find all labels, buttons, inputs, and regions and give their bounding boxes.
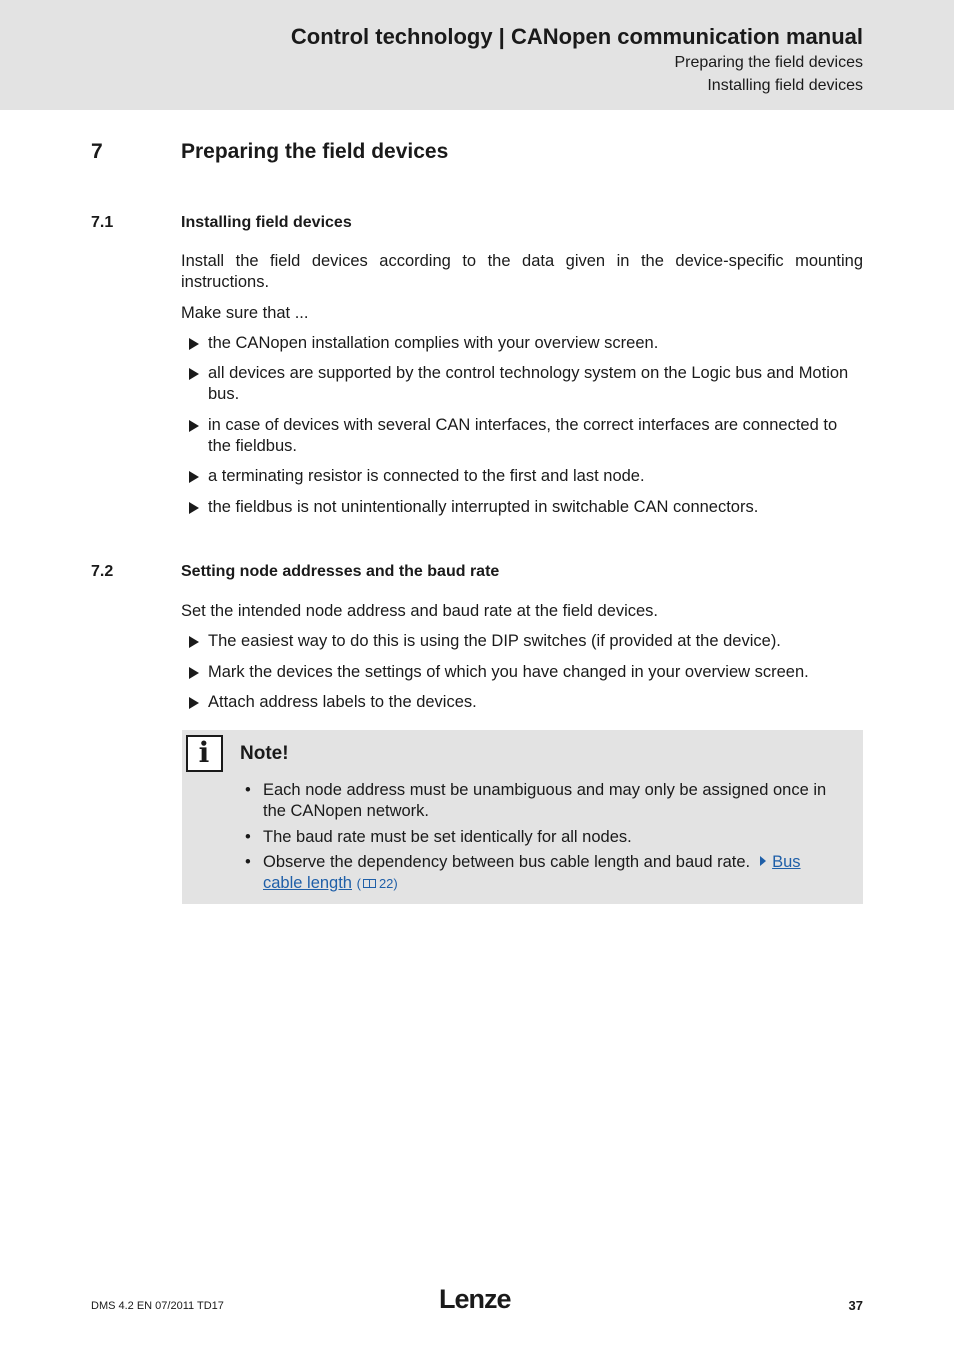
breadcrumb-section: Installing field devices	[707, 77, 863, 94]
list-item	[181, 466, 863, 487]
note-box	[182, 730, 863, 904]
arrow-bullet-icon	[189, 471, 199, 483]
page-reference[interactable]: ( 22)	[356, 876, 398, 891]
arrow-bullet-icon	[189, 502, 199, 514]
note-title: Note!	[240, 743, 289, 764]
list-item	[181, 662, 863, 683]
section-number: 7.1	[91, 214, 114, 231]
chapter-number: 7	[91, 140, 103, 163]
bullet-dot-icon: •	[245, 828, 251, 846]
section-title: Setting node addresses and the baud rate	[181, 563, 500, 580]
arrow-bullet-icon	[189, 338, 199, 350]
list-item-text: Attach address labels to the devices.	[208, 693, 477, 711]
chapter-title: Preparing the field devices	[181, 140, 449, 163]
list-item	[181, 333, 863, 354]
page-reference-number: 22	[378, 876, 394, 891]
list-item-text: the fieldbus is not unintentionally interrupted in switchable CAN connectors.	[208, 498, 759, 516]
lenze-logo: Lenze	[439, 1284, 511, 1314]
arrow-bullet-icon	[189, 368, 199, 380]
header-band	[0, 0, 954, 110]
note-item-text: Each node address must be unambiguous and may only be assigned once in the CANopen network.	[263, 781, 827, 820]
note-item	[245, 852, 845, 894]
note-item-text: The baud rate must be set identically for all nodes.	[263, 828, 632, 846]
section-lead: Make sure that ...	[181, 304, 309, 322]
book-icon	[363, 879, 376, 888]
list-item-text: in case of devices with several CAN interfaces, the correct interfaces are connected to the fieldbus.	[208, 416, 838, 455]
note-item	[245, 780, 845, 822]
list-item	[181, 692, 863, 713]
list-item	[181, 497, 863, 518]
note-item	[245, 827, 845, 848]
note-item-text-with-link	[263, 852, 845, 894]
note-item-text: Observe the dependency between bus cable length and baud rate.	[263, 853, 751, 871]
arrow-bullet-icon	[189, 667, 199, 679]
section-intro: Install the field devices according to the data given in the device-specific mounting instructions.	[181, 252, 863, 291]
list-item-text: a terminating resistor is connected to the first and last node.	[208, 467, 645, 485]
section-intro: Set the intended node address and baud rate at the field devices.	[181, 602, 659, 620]
link-arrow-icon	[760, 856, 766, 866]
bus-cable-length-link[interactable]: Bus	[772, 853, 801, 871]
page-number: 37	[848, 1298, 863, 1313]
info-icon: i	[186, 735, 223, 772]
arrow-bullet-icon	[189, 697, 199, 709]
bullet-dot-icon: •	[245, 853, 251, 871]
breadcrumb-chapter: Preparing the field devices	[674, 54, 863, 71]
document-id: DMS 4.2 EN 07/2011 TD17	[91, 1300, 224, 1312]
list-item	[181, 363, 863, 405]
list-item-text: The easiest way to do this is using the DIP switches (if provided at the device).	[208, 632, 781, 650]
section-number: 7.2	[91, 563, 114, 580]
arrow-bullet-icon	[189, 420, 199, 432]
bus-cable-length-link-cont[interactable]: cable length	[263, 874, 352, 892]
list-item-text: the CANopen installation complies with your overview screen.	[208, 334, 659, 352]
bullet-dot-icon: •	[245, 781, 251, 799]
list-item-text: all devices are supported by the control technology system on the Logic bus and Motion bus.	[208, 364, 849, 403]
list-item	[181, 415, 863, 457]
list-item	[181, 631, 863, 652]
list-item-text: Mark the devices the settings of which you have changed in your overview screen.	[208, 663, 809, 681]
document-title: Control technology | CANopen communication manual	[290, 24, 863, 49]
section-title: Installing field devices	[181, 214, 352, 231]
arrow-bullet-icon	[189, 636, 199, 648]
